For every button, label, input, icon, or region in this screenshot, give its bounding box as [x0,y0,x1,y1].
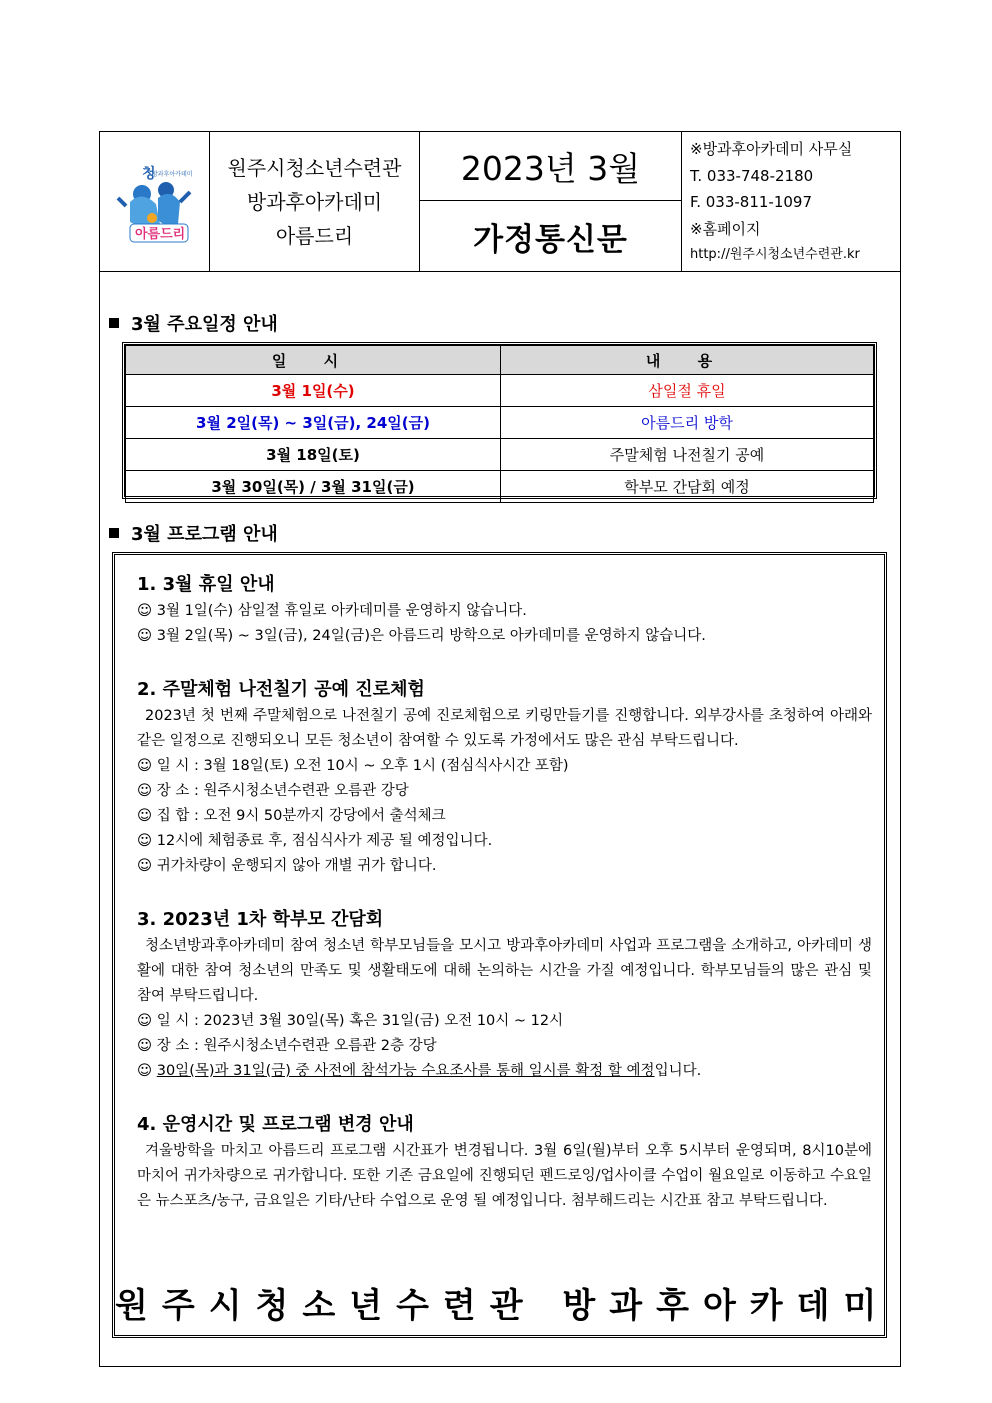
column-header-content: 내 용 [501,346,874,375]
phone-number: T. 033-748-2180 [690,166,814,185]
fax-number: F. 033-811-1097 [690,193,813,211]
header [100,132,900,272]
section-title: 3. 2023년 1차 학부모 간담회 [137,909,384,930]
office-label: ※방과후아카데미 사무실 [690,140,853,158]
schedule-heading-text: 3월 주요일정 안내 [131,314,278,335]
schedule-table [122,342,877,499]
list-item: ☺ 귀가차량이 운행되지 않아 개별 귀가 합니다. [137,858,437,874]
logo-text-top: 청 [142,166,156,182]
title-cell [420,132,682,271]
table-header-row [126,346,874,375]
section-paragraph: 2023년 첫 번째 주말체험으로 나전칠기 공예 진로체험으로 키링만들기를 진행합니다. 외부강사를 초청하여 아래와 같은 일정으로 진행되오니 모든 청소년이 참여할 수 있도록 가정에서도 많은 관심 부탁드립니다. [137,708,872,749]
program-box [112,552,891,1338]
list-item: ☺ 집 합 : 오전 9시 50분까지 강당에서 출석체크 [137,808,446,824]
list-item [137,1059,872,1084]
schedule-date: 3월 1일(수) [126,375,501,407]
list-item: ☺ 장 소 : 원주시청소년수련관 오름관 강당 [137,783,409,799]
section-parent-meeting [137,906,872,1084]
contact-info [690,136,895,269]
list-item: ☺ 12시에 체험종료 후, 점심식사가 제공 될 예정입니다. [137,833,493,849]
square-bullet-icon [109,528,119,538]
newsletter-page [99,131,901,1367]
list-item: ☺ 3월 2일(목) ~ 3일(금), 24일(금)은 아름드리 방학으로 아카데미를 운영하지 않습니다. [137,628,706,644]
section-title: 1. 3월 휴일 안내 [137,574,275,595]
org-line-2: 방과후아카데미 [246,189,383,214]
org-line-3: 아름드리 [275,223,354,248]
section-paragraph: 청소년방과후아카데미 참여 청소년 학부모님들을 모시고 방과후아카데미 사업과 프로그램을 소개하고, 아카데미 생활에 대한 참여 청소년의 만족도 및 생활태도에 대해 논의하는 시간을 가질 예정입니다. 학부모님들의 많은 관심 및 참여 부탁드립니다. [137,938,872,1004]
schedule-date: 3월 18일(토) [126,439,501,471]
list-item-prefix: ☺ [137,1063,157,1079]
section-weekend-experience [137,676,872,879]
logo-cell [100,132,210,271]
schedule-heading [109,310,278,336]
organization-name [210,132,420,271]
underlined-note: 30일(목)과 31일(금) 중 사전에 참석가능 수요조사를 통해 일시를 확정 할 예정 [156,1063,655,1079]
program-heading-text: 3월 프로그램 안내 [131,524,278,545]
footer-title: 원주시청소년수련관 방과후아카데미 [115,1286,891,1326]
mascot-logo-icon [100,132,210,271]
homepage-label: ※홈페이지 [690,219,761,238]
section-title: 4. 운영시간 및 프로그램 변경 안내 [137,1114,414,1135]
list-item: ☺ 일 시 : 2023년 3월 30일(목) 혹은 31일(금) 오전 10시 ~ 12시 [137,1013,564,1029]
table-row [126,439,874,471]
org-line-1: 원주시청소년수련관 [227,155,402,180]
list-item: ☺ 장 소 : 원주시청소년수련관 오름관 2층 강당 [137,1038,437,1054]
table-row [126,471,874,503]
schedule-date: 3월 30일(목) / 3월 31일(금) [126,471,501,503]
schedule-content: 주말체험 나전칠기 공예 [501,439,874,471]
table-row [126,407,874,439]
logo-text-small: 방과후아카데미 [152,171,193,178]
section-title: 2. 주말체험 나전칠기 공예 진로체험 [137,679,425,700]
schedule-content: 삼일절 휴일 [501,375,874,407]
column-header-date: 일 시 [126,346,501,375]
schedule-content: 학부모 간담회 예정 [501,471,874,503]
issue-date: 2023년 3월 [420,132,681,201]
homepage-url[interactable]: http://원주시청소년수련관.kr [690,247,860,262]
list-item-suffix: 입니다. [654,1063,702,1079]
table-row [126,375,874,407]
program-heading [109,520,278,546]
document-type: 가정통신문 [473,221,628,258]
section-holidays [137,571,872,649]
logo-text-bottom: 아름드리 [135,227,186,242]
schedule-content: 아름드리 방학 [501,407,874,439]
section-paragraph: 겨울방학을 마치고 아름드리 프로그램 시간표가 변경됩니다. 3월 6일(월)부터 오후 5시부터 운영되며, 8시10분에 마치어 귀가차량으로 귀가합니다. 또한 기존 금요일에 진행되던 펜드로잉/업사이클 수업이 월요일로 이동하고 수요일은 뉴스포츠/농구, 금요일은 기타/난타 수업으로 운영 될 예정입니다. 첨부해드리는 시간표 참고 부탁드립니다. [137,1143,873,1209]
schedule-date: 3월 2일(목) ~ 3일(금), 24일(금) [126,407,501,439]
square-bullet-icon [109,318,119,328]
list-item: ☺ 3월 1일(수) 삼일절 휴일로 아카데미를 운영하지 않습니다. [137,603,527,619]
list-item: ☺ 일 시 : 3월 18일(토) 오전 10시 ~ 오후 1시 (점심식사시간 포함) [137,758,569,774]
section-schedule-change [137,1111,872,1214]
